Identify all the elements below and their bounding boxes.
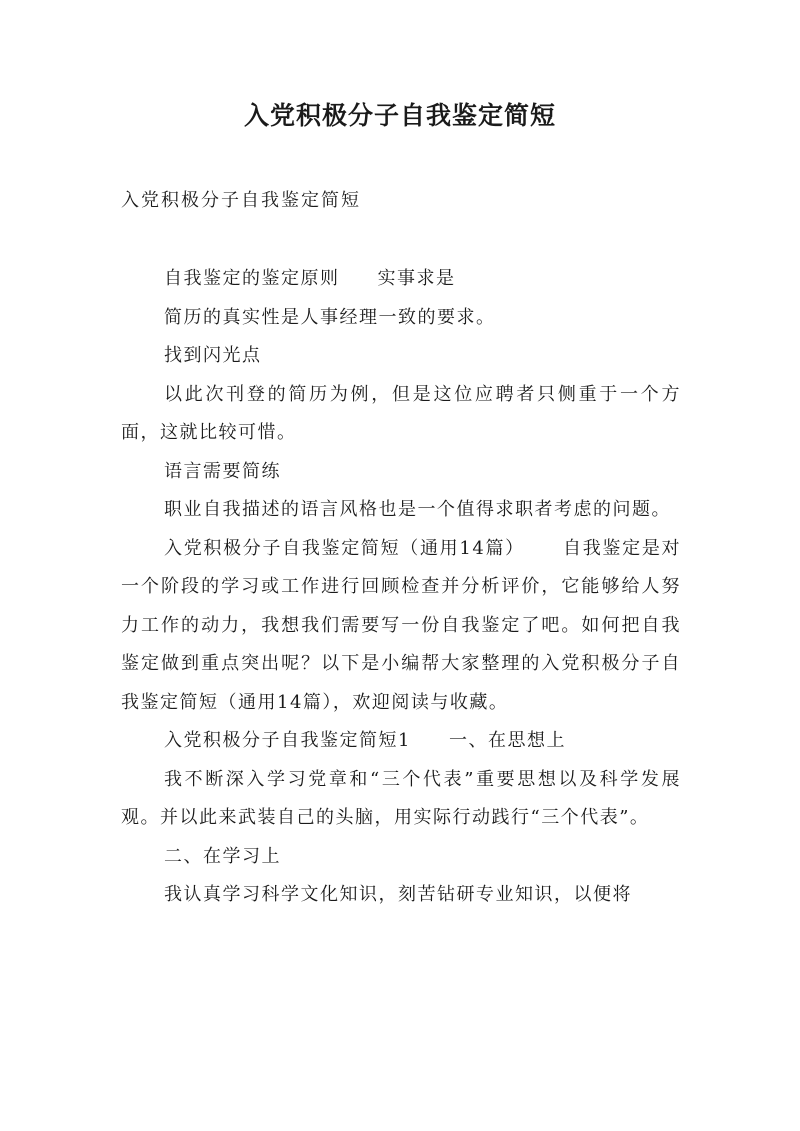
- paragraph: [121, 453, 681, 492]
- paragraph-text: 简历的真实性是人事经理一致的要求。: [164, 306, 496, 328]
- paragraph: [121, 876, 681, 915]
- paragraph-text: 二、在学习上: [164, 845, 281, 867]
- document-body: [121, 260, 681, 915]
- paragraph-text-tail: 自我鉴定是对一个阶段的学习或工作进行回顾检查并分析评价，它能够给人努力工作的动力，我想我们需要写一份自我鉴定了吧。如何把自我鉴定做到重点突出呢？以下是小编帮大家整理的入党积极分子自我鉴定简短（通用14篇），欢迎阅读与收藏。: [121, 537, 682, 713]
- paragraph-text: 我不断深入学习党章和“三个代表”重要思想以及科学发展观。并以此来武装自己的头脑，用实际行动践行“三个代表”。: [121, 768, 681, 828]
- paragraph: [121, 299, 681, 338]
- paragraph-text: 语言需要简练: [164, 460, 281, 482]
- paragraph: [121, 761, 681, 838]
- paragraph: [121, 337, 681, 376]
- paragraph-text: 自我鉴定的鉴定原则: [164, 268, 340, 289]
- paragraph-text: 以此次刊登的简历为例，但是这位应聘者只侧重于一个方面，这就比较可惜。: [121, 383, 681, 443]
- document-subtitle: 入党积极分子自我鉴定简短: [121, 190, 361, 211]
- document-title: 入党积极分子自我鉴定简短: [243, 101, 556, 130]
- paragraph-section-heading: [121, 838, 681, 877]
- paragraph-text: 入党积极分子自我鉴定简短（通用14篇）: [164, 537, 525, 559]
- paragraph-text-tail: 一、在思想上: [448, 730, 566, 751]
- paragraph-text: 我认真学习科学文化知识，刻苦钻研专业知识，以便将: [164, 884, 632, 905]
- paragraph-text: 找到闪光点: [164, 345, 262, 366]
- paragraph-intro: [121, 530, 681, 723]
- paragraph-text: 入党积极分子自我鉴定简短1: [164, 730, 411, 751]
- paragraph-text-tail: 实事求是: [377, 268, 456, 289]
- paragraph: [121, 376, 681, 453]
- paragraph-text: 职业自我描述的语言风格也是一个值得求职者考虑的问题。: [164, 499, 671, 520]
- paragraph-section-heading: [121, 722, 681, 761]
- paragraph-principle: [121, 260, 681, 299]
- paragraph: [121, 491, 681, 530]
